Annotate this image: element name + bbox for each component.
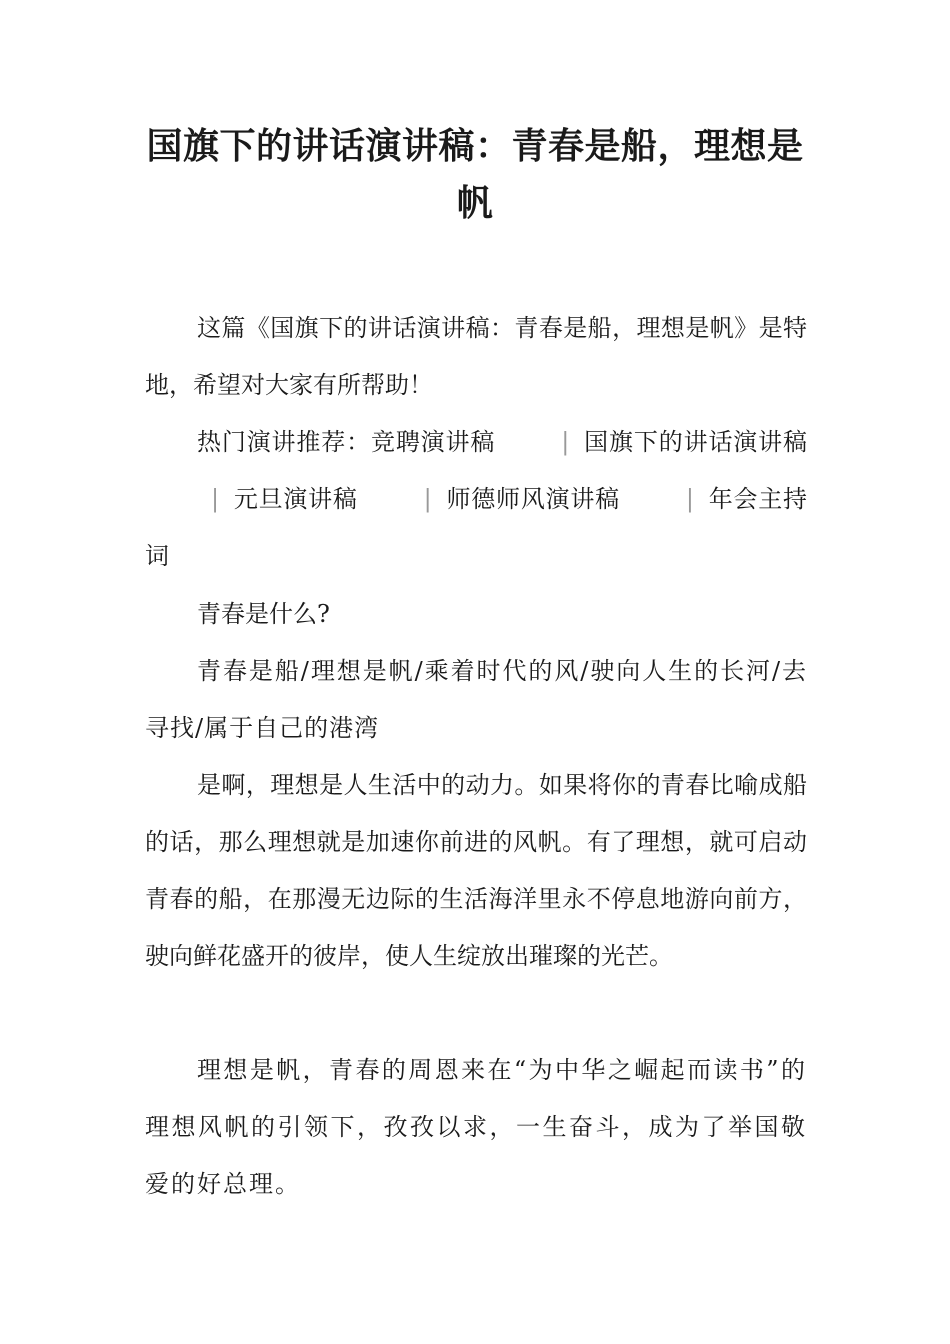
separator: | [685, 485, 694, 513]
hot-link-1[interactable]: 竞聘演讲稿 [370, 428, 496, 456]
poem-paragraph: 青春是船/理想是帆/乘着时代的风/驶向人生的长河/去寻找/属于自己的港湾 [145, 657, 807, 742]
question-paragraph: 青春是什么? [197, 600, 330, 628]
hot-label: 热门演讲推荐： [197, 428, 371, 456]
hot-link-5[interactable]: 年会主持词 [145, 485, 808, 570]
separator: | [423, 485, 432, 513]
hot-link-2[interactable]: 国旗下的讲话演讲稿 [583, 428, 808, 456]
zhou-enlai-paragraph: 理想是帆，青春的周恩来在“为中华之崛起而读书”的理想风帆的引领下，孜孜以求，一生奋斗，成为了举国敬爱的好总理。 [145, 1056, 807, 1198]
hot-link-4[interactable]: 师德师风演讲稿 [445, 485, 620, 513]
document-title: 国旗下的讲话演讲稿：青春是船，理想是帆 [146, 126, 804, 224]
separator: | [561, 428, 570, 456]
hot-recommendations [145, 414, 807, 585]
hot-link-3[interactable]: 元旦演讲稿 [233, 485, 358, 513]
separator: | [211, 485, 220, 513]
dream-paragraph: 是啊，理想是人生活中的动力。如果将你的青春比喻成船的话，那么理想就是加速你前进的风帆。有了理想，就可启动青春的船，在那漫无边际的生活海洋里永不停息地游向前方，驶向鲜花盛开的彼岸，使人生绽放出璀璨的光芒。 [145, 771, 807, 970]
intro-paragraph: 这篇《国旗下的讲话演讲稿：青春是船，理想是帆》是特地，希望对大家有所帮助！ [145, 314, 807, 399]
